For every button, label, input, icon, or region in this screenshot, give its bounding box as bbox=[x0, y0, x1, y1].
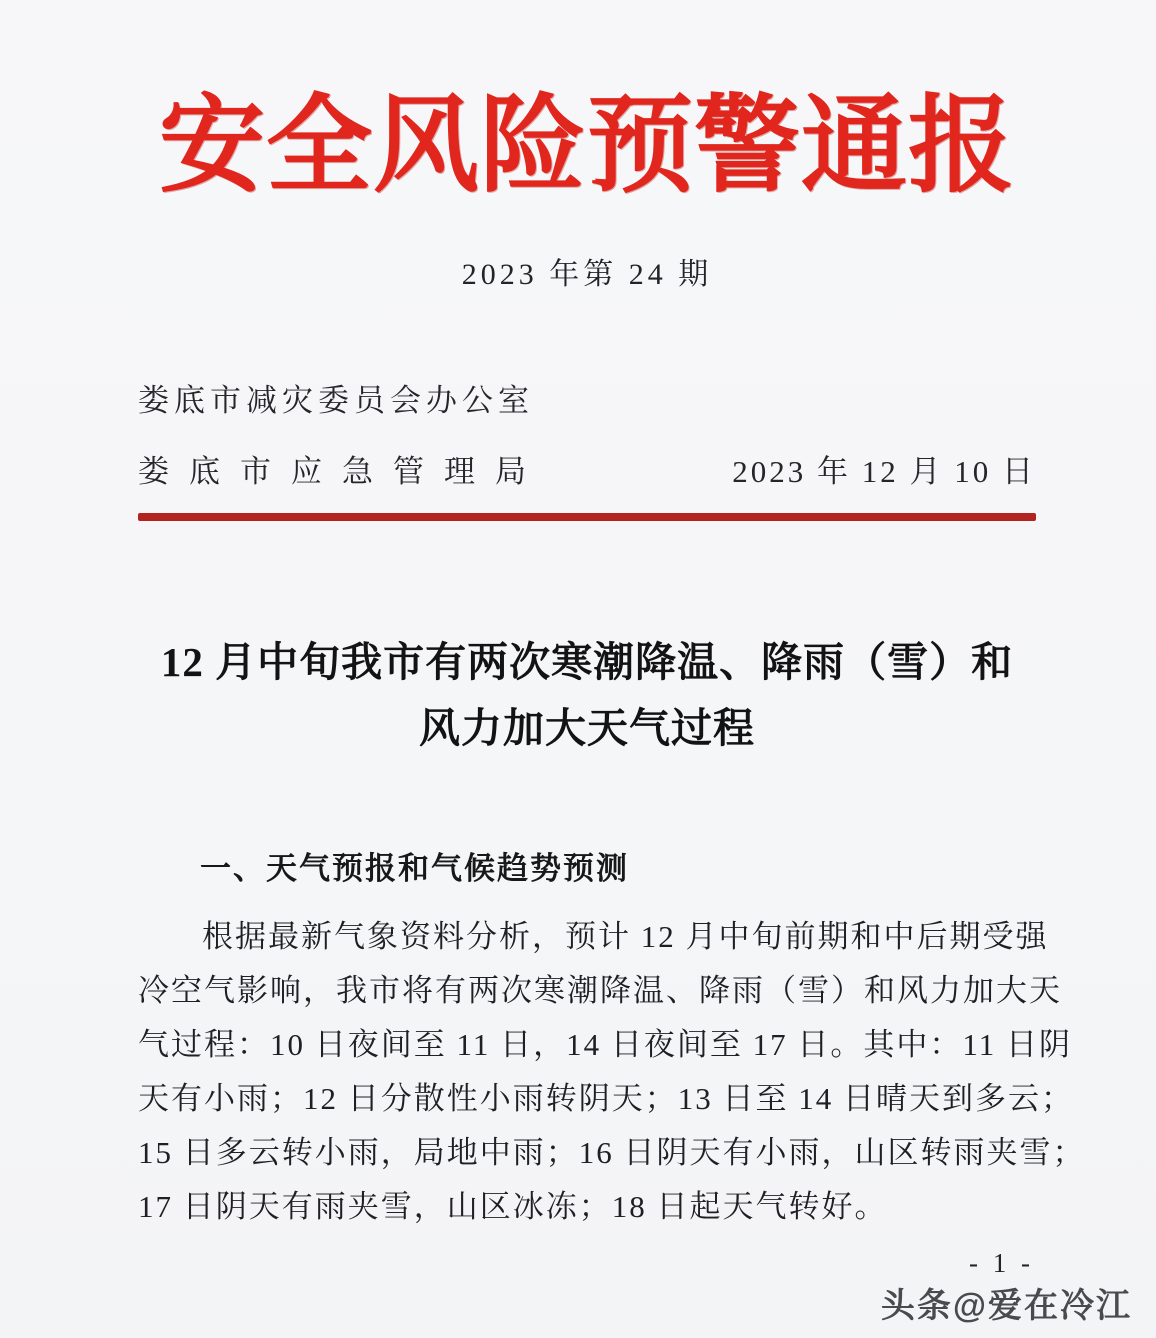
document-title: 安全风险预警通报 bbox=[159, 88, 1015, 205]
toutiao-watermark: 头条@爱在冷江 bbox=[880, 1287, 1132, 1325]
paragraph-line: 天有小雨；12 日分散性小雨转阴天；13 日至 14 日晴天到多云； bbox=[138, 1080, 1074, 1116]
notice-heading bbox=[138, 629, 1036, 761]
red-divider-rule bbox=[138, 513, 1036, 521]
issuing-organizations bbox=[138, 375, 1036, 491]
document-content bbox=[0, 88, 1156, 1338]
document-date: 2023 年 12 月 10 日 bbox=[732, 453, 1036, 489]
paragraph-line: 根据最新气象资料分析，预计 12 月中旬前期和中后期受强 bbox=[202, 918, 1049, 954]
paragraph-line: 冷空气影响，我市将有两次寒潮降温、降雨（雪）和风力加大天 bbox=[138, 972, 1062, 1008]
paragraph-line: 15 日多云转小雨，局地中雨；16 日阴天有小雨，山区转雨夹雪； bbox=[138, 1134, 1086, 1170]
notice-heading-line1: 12 月中旬我市有两次寒潮降温、降雨（雪）和 bbox=[160, 638, 1014, 685]
org-name-emergency-management-bureau: 娄底市应急管理局 bbox=[138, 453, 546, 489]
paragraph-line: 气过程：10 日夜间至 11 日，14 日夜间至 17 日。其中：11 日阴 bbox=[138, 1026, 1072, 1062]
org-name-disaster-reduction-office: 娄底市减灾委员会办公室 bbox=[138, 382, 534, 418]
issue-number: 2023 年第 24 期 bbox=[461, 257, 713, 291]
page-number: - 1 - bbox=[969, 1248, 1034, 1278]
notice-heading-line2: 风力加大天气过程 bbox=[419, 704, 755, 751]
org-date-row bbox=[138, 446, 1036, 491]
section-heading-weather-forecast: 一、天气预报和气候趋势预测 bbox=[200, 850, 629, 886]
paragraph-line: 17 日阴天有雨夹雪，山区冰冻；18 日起天气转好。 bbox=[138, 1188, 888, 1224]
forecast-paragraph bbox=[138, 910, 1086, 1234]
